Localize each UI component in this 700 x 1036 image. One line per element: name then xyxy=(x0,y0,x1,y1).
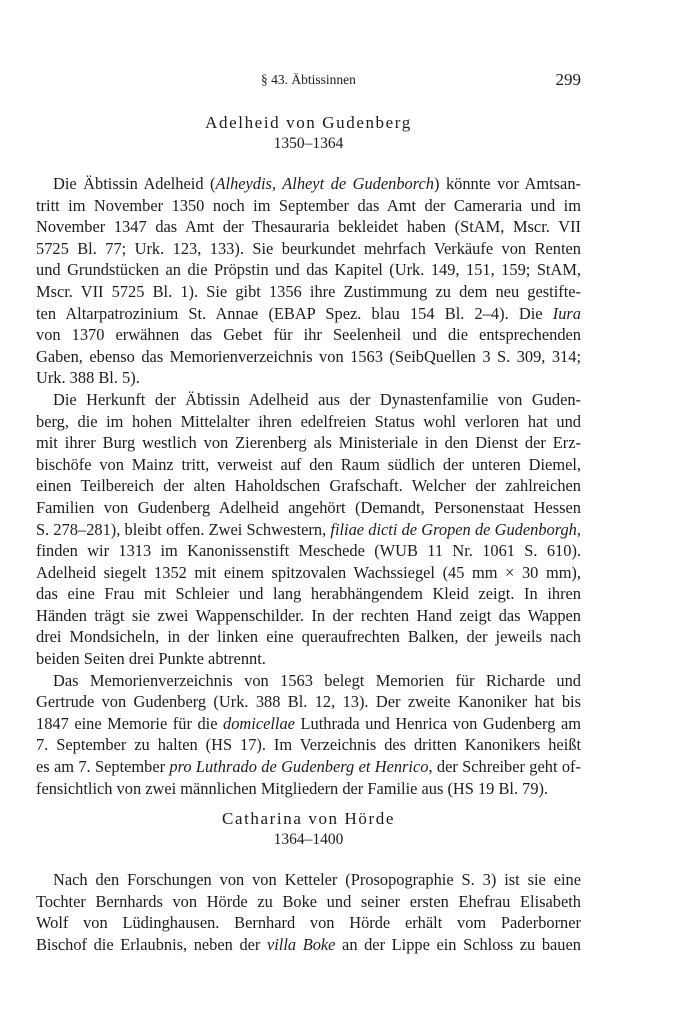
text-line xyxy=(36,540,581,562)
text-segment: , xyxy=(576,519,581,539)
text-segment: tritt im November 1350 noch im September das Amt der Cameraria und im xyxy=(36,195,581,215)
italic-text: pro Luthrado de Gudenberg et Henrico xyxy=(169,757,429,777)
text-line xyxy=(36,238,581,260)
text-segment: mit ihrer Burg westlich von Zierenberg als Ministeriale in den Dienst der Erz- xyxy=(36,433,581,453)
text-line xyxy=(36,713,581,735)
section-body-adelheid xyxy=(36,173,581,799)
text-line xyxy=(36,756,581,778)
text-line xyxy=(36,324,581,346)
italic-text: filiae dicti de Gropen de Gudenborgh xyxy=(330,519,577,539)
italic-text: Iura xyxy=(552,303,581,323)
text-line xyxy=(36,173,581,195)
text-segment: Das Memorienverzeichnis von 1563 belegt Memorien für Richarde und xyxy=(53,670,581,690)
italic-text: domicellae xyxy=(223,713,295,733)
text-line xyxy=(36,454,581,476)
text-line xyxy=(36,303,581,325)
section-body-catharina xyxy=(36,869,581,955)
page-number: 299 xyxy=(555,70,581,89)
text-segment: berg, die im hohen Mittelalter ihren edelfreien Status wohl verloren hat und xyxy=(36,411,581,431)
text-segment: 5725 Bl. 77; Urk. 123, 133). Sie beurkundet mehrfach Verkäufe von Renten xyxy=(36,238,581,258)
text-line xyxy=(36,346,581,368)
text-segment: beiden Seiten drei Punkte abtrennt. xyxy=(36,649,266,669)
text-segment: 1847 eine Memorie für die xyxy=(36,713,224,733)
text-line xyxy=(36,411,581,433)
text-segment: finden wir 1313 im Kanonissenstift Meschede (WUB 11 Nr. 1061 S. 610). xyxy=(36,541,581,561)
text-line xyxy=(36,195,581,217)
text-segment: fensichtlich von zwei männlichen Mitgliedern der Familie aus (HS 19 Bl. 79). xyxy=(36,778,549,798)
text-line xyxy=(36,869,581,891)
text-segment: S. 278–281), bleibt offen. Zwei Schwestern, xyxy=(36,519,331,539)
text-line xyxy=(36,605,581,627)
text-segment: Adelheid siegelt 1352 mit einem spitzovalen Wachssiegel (45 mm × 30 mm), xyxy=(36,562,581,582)
text-segment: 7. September zu halten (HS 17). Im Verzeichnis des dritten Kanonikers heißt xyxy=(36,735,581,755)
text-segment: einen Teilbereich der alten Haholdschen Grafschaft. Welcher der zahlreichen xyxy=(36,476,581,496)
section-years: 1364–1400 xyxy=(273,831,344,848)
text-segment: Händen trägt sie zwei Wappenschilder. In der rechten Hand zeigt das Wappen xyxy=(36,605,581,625)
text-line xyxy=(36,281,581,303)
text-line xyxy=(36,934,581,956)
text-line xyxy=(36,562,581,584)
text-segment: , der Schreiber geht of- xyxy=(428,757,581,777)
text-line xyxy=(36,626,581,648)
section-title: Adelheid von Gudenberg xyxy=(205,113,412,132)
text-segment: Die Äbtissin Adelheid ( xyxy=(53,174,216,193)
italic-text: villa Boke xyxy=(266,934,336,954)
text-line xyxy=(36,691,581,713)
text-line xyxy=(36,912,581,934)
text-segment: Mscr. VII 5725 Bl. 1). Sie gibt 1356 ihre Zustimmung zu dem neu gestifte- xyxy=(36,281,581,301)
text-line xyxy=(36,389,581,411)
text-segment: Familien von Gudenberg Adelheid angehört (Demandt, Personenstaat Hessen xyxy=(36,497,581,517)
text-line xyxy=(36,519,581,541)
text-line xyxy=(36,734,581,756)
text-segment: Gertrude von Gudenberg (Urk. 388 Bl. 12, 13). Der zweite Kanoniker hat bis xyxy=(36,692,581,712)
text-segment: bischöfe von Mainz tritt, verweist auf den Raum südlich der unteren Diemel, xyxy=(36,454,581,474)
text-line xyxy=(36,497,581,519)
text-line xyxy=(36,216,581,238)
text-segment: Tochter Bernhards von Hörde zu Boke und seiner ersten Ehefrau Elisabeth xyxy=(36,891,581,911)
text-segment: Die Herkunft der Äbtissin Adelheid aus der Dynastenfamilie von Guden- xyxy=(53,389,581,409)
text-segment: ) könnte vor Amtsan- xyxy=(433,174,581,193)
text-line xyxy=(36,891,581,913)
text-segment: Wolf von Lüdinghausen. Bernhard von Hörde erhält vom Paderborner xyxy=(36,913,581,933)
section-years: 1350–1364 xyxy=(273,135,344,152)
text-segment: Gaben, ebenso das Memorienverzeichnis von 1563 (SeibQuellen 3 S. 309, 314; xyxy=(36,346,581,366)
text-segment: Nach den Forschungen von von Ketteler (Prosopographie S. 3) ist sie eine xyxy=(53,870,581,889)
text-line xyxy=(36,432,581,454)
text-line xyxy=(36,367,581,389)
text-segment: an der Lippe ein Schloss zu bauen xyxy=(335,934,581,954)
text-line xyxy=(36,475,581,497)
text-line xyxy=(36,259,581,281)
section-heading-adelheid xyxy=(36,112,581,154)
text-segment: von 1370 erwähnen das Gebet für ihr Seelenheil und die entsprechenden xyxy=(36,325,581,345)
section-title: Catharina von Hörde xyxy=(222,809,395,828)
text-segment: es am 7. September xyxy=(36,757,170,777)
text-segment: drei Mondsicheln, in der linken eine queraufrechten Balken, der jeweils nach xyxy=(36,627,581,647)
text-line xyxy=(36,648,581,670)
running-head: § 43. Äbtissinnen xyxy=(261,72,356,87)
text-line xyxy=(36,583,581,605)
text-segment: Urk. 388 Bl. 5). xyxy=(36,368,140,388)
text-line xyxy=(36,670,581,692)
italic-text: Alheydis, Alheyt de Gudenborch xyxy=(215,174,434,193)
section-heading-catharina xyxy=(36,808,581,850)
text-line xyxy=(36,778,581,800)
text-segment: und Grundstücken an die Pröpstin und das Kapitel (Urk. 149, 151, 159; StAM, xyxy=(36,260,581,280)
text-segment: ten Altarpatrozinium St. Annae (EBAP Spez. blau 154 Bl. 2–4). Die xyxy=(36,303,553,323)
text-segment: Bischof die Erlaubnis, neben der xyxy=(36,934,267,954)
text-segment: das eine Frau mit Schleier und lang herabhängendem Kleid zeigt. In ihren xyxy=(36,584,581,604)
text-segment: November 1347 das Amt der Thesauraria bekleidet haben (StAM, Mscr. VII xyxy=(36,217,581,237)
text-segment: Luthrada und Henrica von Gudenberg am xyxy=(294,713,581,733)
